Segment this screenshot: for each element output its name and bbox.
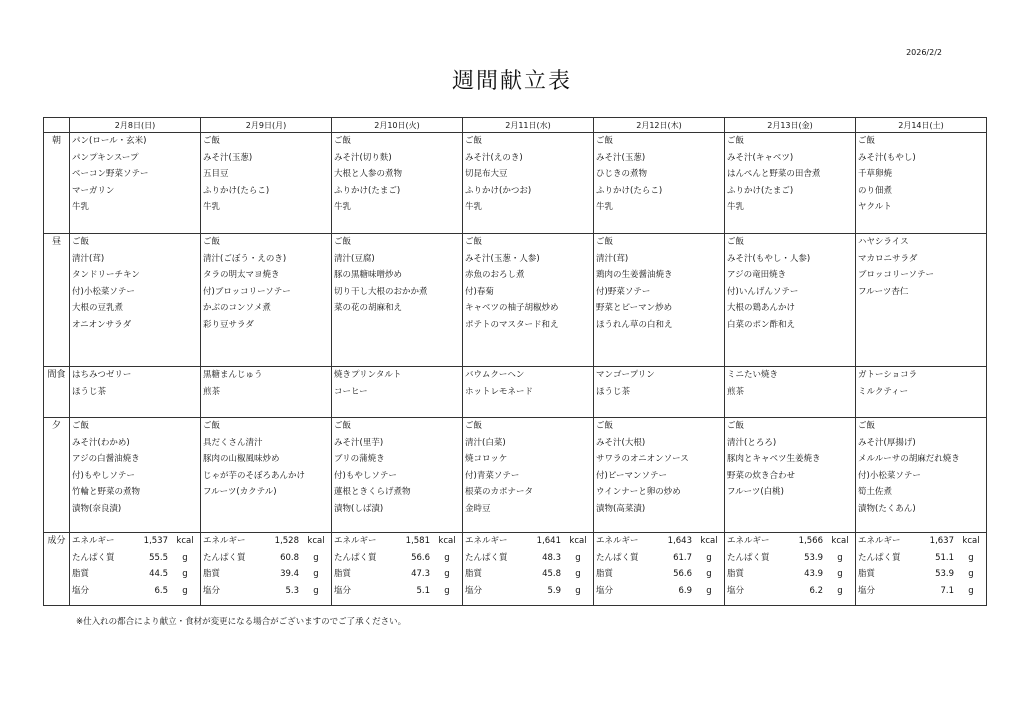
corner-cell: [44, 118, 70, 133]
nutrient-value: 56.6: [411, 552, 430, 563]
menu-item: ご飯: [334, 237, 352, 247]
menu-item: 清汁(白菜): [465, 437, 506, 448]
nutrition-line: [725, 550, 855, 567]
menu-item: 黒糖まんじゅう: [203, 370, 263, 380]
nutrient-value: 6.2: [809, 585, 823, 596]
day-header: 2月12日(木): [594, 118, 725, 133]
menu-item: 豚肉とキャベツ生姜焼き: [727, 454, 821, 464]
menu-item: バウムクーヘン: [465, 370, 525, 380]
menu-item: ヤクルト: [858, 202, 892, 212]
menu-item: はちみつゼリー: [72, 370, 132, 380]
menu-item: のり佃煮: [858, 185, 893, 196]
menu-item: みそ汁(玉葱・人参): [465, 253, 540, 264]
nutrient-value: 5.9: [547, 585, 561, 596]
nutrient-value: 6.9: [678, 585, 692, 596]
menu-item: タラの明太マヨ焼き: [203, 270, 280, 280]
nutrition-line: [856, 583, 986, 600]
menu-item: マンゴープリン: [596, 370, 655, 380]
weekly-menu-table: [43, 117, 987, 606]
breakfast-cell: [725, 133, 856, 234]
menu-item: 付)もやしソテー: [334, 470, 397, 481]
menu-item: ご飯: [465, 421, 483, 431]
menu-item: 清汁(豆腐): [334, 253, 375, 264]
snack-cell: [332, 367, 463, 418]
menu-item: 大根の豆乳煮: [72, 303, 124, 313]
menu-item: ブリの蒲焼き: [334, 454, 385, 464]
menu-item: ひじきの煮物: [596, 169, 648, 179]
nutrient-name: たんぱく質: [858, 552, 901, 563]
snack-row: [44, 367, 987, 418]
menu-item: キャベツの柚子胡椒炒め: [465, 303, 559, 313]
nutrient-name: たんぱく質: [334, 552, 377, 563]
nutrient-name: 塩分: [72, 585, 90, 596]
breakfast-cell: [856, 133, 987, 234]
nutrition-line: [463, 550, 593, 567]
menu-item: ご飯: [596, 237, 614, 247]
menu-item: みそ汁(厚揚げ): [858, 437, 916, 448]
nutrient-name: 塩分: [858, 585, 876, 596]
nutrition-line: [594, 583, 724, 600]
nutrient-unit: g: [182, 569, 188, 579]
print-date: 2026/2/2: [906, 48, 942, 57]
menu-item: ミルクティー: [858, 386, 909, 397]
lunch-cell: [594, 234, 725, 367]
nutrient-unit: g: [444, 569, 450, 579]
menu-item: 清汁(ごぼう・えのき): [203, 253, 287, 264]
dinner-label: 夕: [44, 418, 70, 533]
menu-item: ふりかけ(かつお): [465, 185, 532, 196]
menu-item: 豚の黒糖味噌炒め: [334, 270, 403, 280]
nutrition-line: [70, 533, 200, 550]
menu-item: 菜の花の胡麻和え: [334, 303, 403, 313]
menu-item: みそ汁(もやし・人参): [727, 253, 811, 264]
menu-item: 牛乳: [72, 202, 90, 212]
footer-note: ※仕入れの都合により献立・食材が変更になる場合がございますのでご了承ください。: [76, 617, 407, 627]
menu-item: 牛乳: [203, 202, 221, 212]
nutrient-unit: g: [444, 552, 450, 563]
nutrition-cell: [201, 533, 332, 606]
nutrient-unit: g: [575, 569, 581, 579]
nutrient-name: 脂質: [334, 569, 352, 579]
menu-item: 焼コロッケ: [465, 454, 508, 464]
nutrition-line: [856, 533, 986, 550]
menu-item: 付)ブロッコリーソテー: [203, 286, 291, 297]
nutrition-line: [201, 583, 331, 600]
menu-item: ふりかけ(たらこ): [203, 185, 270, 196]
menu-item: タンドリーチキン: [72, 270, 140, 280]
nutrient-value: 1,528: [274, 536, 299, 546]
menu-item: みそ汁(里芋): [334, 437, 384, 448]
menu-item: 切昆布大豆: [465, 169, 508, 179]
nutrient-unit: g: [706, 585, 712, 596]
menu-item: 煎茶: [727, 386, 745, 397]
nutrition-line: [70, 566, 200, 583]
nutrient-name: 脂質: [203, 569, 221, 579]
menu-item: みそ汁(キャベツ): [727, 152, 794, 163]
menu-item: ポテトのマスタード和え: [465, 319, 559, 330]
menu-item: ガトーショコラ: [858, 370, 918, 380]
menu-item: 漬物(奈良漬): [72, 503, 122, 514]
nutrient-value: 1,566: [798, 536, 823, 546]
menu-item: 竹輪と野菜の煮物: [72, 487, 141, 497]
menu-item: 牛乳: [334, 202, 352, 212]
nutrient-unit: kcal: [569, 536, 587, 546]
menu-item: みそ汁(えのき): [465, 152, 523, 163]
nutrient-name: エネルギー: [596, 536, 639, 546]
dinner-cell: [463, 418, 594, 533]
menu-item: 付)いんげんソテー: [727, 286, 799, 297]
nutrient-value: 61.7: [673, 552, 692, 563]
menu-item: 付)もやしソテー: [72, 470, 135, 481]
nutrient-unit: kcal: [831, 536, 849, 546]
nutrient-unit: g: [444, 585, 450, 596]
lunch-label: 昼: [44, 234, 70, 367]
menu-item: 付)青菜ソテー: [465, 470, 520, 481]
nutrition-line: [463, 533, 593, 550]
nutrient-unit: g: [313, 552, 319, 563]
dinner-cell: [856, 418, 987, 533]
nutrition-cell: [70, 533, 201, 606]
nutrient-value: 1,641: [536, 536, 561, 546]
menu-item: 漬物(たくあん): [858, 503, 916, 514]
nutrition-line: [725, 533, 855, 550]
lunch-row: [44, 234, 987, 367]
day-header: 2月11日(水): [463, 118, 594, 133]
nutrient-value: 1,643: [667, 536, 692, 546]
menu-item: ふりかけ(たらこ): [596, 185, 663, 196]
day-header: 2月13日(金): [725, 118, 856, 133]
menu-item: ウインナーと卵の炒め: [596, 487, 681, 497]
nutrition-cell: [725, 533, 856, 606]
lunch-cell: [725, 234, 856, 367]
menu-item: 付)小松菜ソテー: [72, 286, 135, 297]
nutrition-line: [856, 566, 986, 583]
nutrient-value: 53.9: [804, 552, 823, 563]
day-header: 2月10日(火): [332, 118, 463, 133]
menu-item: 野菜とピーマン炒め: [596, 303, 673, 313]
nutrition-line: [201, 550, 331, 567]
menu-item: ほうじ茶: [596, 386, 631, 397]
nutrient-unit: g: [968, 552, 974, 563]
nutrition-line: [332, 566, 462, 583]
menu-item: 五目豆: [203, 169, 229, 179]
nutrient-name: 塩分: [596, 585, 614, 596]
nutrient-unit: kcal: [176, 536, 194, 546]
nutrition-line: [463, 583, 593, 600]
snack-cell: [725, 367, 856, 418]
menu-item: 付)春菊: [465, 286, 494, 297]
menu-item: じゃが芋のそぼろあんかけ: [203, 470, 306, 481]
menu-item: みそ汁(玉葱): [203, 152, 253, 163]
nutrition-line: [332, 533, 462, 550]
nutrient-value: 45.8: [542, 569, 561, 579]
menu-item: みそ汁(切り麩): [334, 152, 392, 163]
menu-item: 牛乳: [465, 202, 483, 212]
menu-item: ほうじ茶: [72, 386, 107, 397]
menu-item: 付)ピーマンソテー: [596, 470, 667, 481]
menu-item: ご飯: [727, 421, 745, 431]
nutrient-name: 脂質: [727, 569, 745, 579]
nutrient-name: エネルギー: [858, 536, 901, 546]
nutrition-line: [725, 583, 855, 600]
nutrient-unit: g: [837, 569, 843, 579]
menu-item: 焼きプリンタルト: [334, 370, 402, 380]
nutrient-value: 51.1: [935, 552, 954, 563]
nutrient-name: 脂質: [465, 569, 483, 579]
menu-item: マーガリン: [72, 185, 115, 196]
nutrient-value: 55.5: [149, 552, 168, 563]
breakfast-row: [44, 133, 987, 234]
nutrient-value: 6.5: [154, 585, 168, 596]
menu-item: ご飯: [72, 237, 90, 247]
menu-item: ご飯: [334, 136, 352, 146]
nutrient-unit: g: [837, 552, 843, 563]
menu-item: 清汁(茸): [596, 253, 629, 264]
menu-item: 付)野菜ソテー: [596, 286, 651, 297]
menu-item: 赤魚のおろし煮: [465, 270, 525, 280]
nutrient-unit: kcal: [438, 536, 456, 546]
nutrient-name: たんぱく質: [203, 552, 246, 563]
menu-item: コーヒー: [334, 386, 368, 397]
menu-item: ご飯: [727, 136, 745, 146]
menu-item: みそ汁(もやし): [858, 152, 916, 163]
nutrition-row: [44, 533, 987, 606]
menu-item: ご飯: [334, 421, 352, 431]
dinner-cell: [70, 418, 201, 533]
page-title: 週間献立表: [451, 69, 572, 94]
nutrient-name: 塩分: [334, 585, 352, 596]
menu-item: みそ汁(玉葱): [596, 152, 646, 163]
nutrient-name: 脂質: [858, 569, 876, 579]
nutrient-name: 塩分: [203, 585, 221, 596]
menu-item: 千草卵焼: [858, 169, 893, 179]
nutrient-unit: g: [706, 552, 712, 563]
nutrition-line: [70, 550, 200, 567]
snack-cell: [201, 367, 332, 418]
dinner-cell: [332, 418, 463, 533]
nutrient-value: 5.3: [285, 585, 299, 596]
nutrient-value: 43.9: [804, 569, 823, 579]
menu-item: 彩り豆サラダ: [203, 319, 254, 330]
day-header: 2月9日(月): [201, 118, 332, 133]
menu-item: ご飯: [596, 421, 614, 431]
nutrient-unit: kcal: [307, 536, 325, 546]
menu-item: フルーツ杏仁: [858, 286, 909, 297]
menu-item: 清汁(とろろ): [727, 437, 777, 448]
menu-item: ご飯: [858, 136, 876, 146]
menu-item: 漬物(高菜漬): [596, 503, 646, 514]
menu-item: ふりかけ(たまご): [727, 185, 794, 196]
lunch-cell: [332, 234, 463, 367]
menu-item: みそ汁(わかめ): [72, 437, 130, 448]
nutrient-value: 39.4: [280, 569, 299, 579]
nutrient-value: 1,581: [405, 536, 430, 546]
snack-cell: [70, 367, 201, 418]
breakfast-cell: [332, 133, 463, 234]
menu-item: 野菜の炊き合わせ: [727, 470, 796, 481]
nutrition-line: [463, 566, 593, 583]
menu-item: フルーツ(白桃): [727, 487, 784, 497]
nutrition-line: [332, 583, 462, 600]
nutrient-unit: g: [313, 569, 319, 579]
snack-label: 間食: [44, 367, 70, 418]
nutrient-unit: g: [575, 585, 581, 596]
nutrient-name: たんぱく質: [727, 552, 770, 563]
nutrition-line: [594, 533, 724, 550]
nutrient-value: 1,537: [143, 536, 168, 546]
menu-item: ご飯: [72, 421, 90, 431]
lunch-cell: [856, 234, 987, 367]
menu-item: ご飯: [858, 421, 876, 431]
dinner-row: [44, 418, 987, 533]
menu-item: ふりかけ(たまご): [334, 185, 401, 196]
menu-item: ベーコン野菜ソテー: [72, 169, 149, 179]
breakfast-label: 朝: [44, 133, 70, 234]
lunch-cell: [201, 234, 332, 367]
nutrient-name: たんぱく質: [465, 552, 508, 563]
nutrient-name: エネルギー: [72, 536, 115, 546]
nutrient-value: 7.1: [940, 585, 954, 596]
dinner-cell: [594, 418, 725, 533]
snack-cell: [856, 367, 987, 418]
menu-item: ご飯: [596, 136, 614, 146]
menu-item: ご飯: [203, 421, 221, 431]
nutrient-unit: kcal: [962, 536, 980, 546]
menu-item: 牛乳: [727, 202, 745, 212]
nutrient-unit: g: [313, 585, 319, 596]
dinner-cell: [201, 418, 332, 533]
nutrient-unit: g: [968, 569, 974, 579]
nutrition-line: [594, 566, 724, 583]
menu-item: 牛乳: [596, 202, 614, 212]
menu-item: 豚肉の山椒風味炒め: [203, 454, 280, 464]
nutrient-name: たんぱく質: [596, 552, 639, 563]
day-header: 2月8日(日): [70, 118, 201, 133]
menu-item: パン(ロール・玄米): [72, 136, 147, 146]
menu-item: 大根の鶏あんかけ: [727, 303, 796, 313]
menu-item: 鶏肉の生姜醤油焼き: [596, 270, 673, 280]
nutrient-unit: g: [575, 552, 581, 563]
nutrition-line: [856, 550, 986, 567]
nutrient-name: 脂質: [596, 569, 614, 579]
menu-item: フルーツ(カクテル): [203, 487, 277, 497]
menu-item: 具だくさん清汁: [203, 437, 263, 448]
menu-item: ご飯: [465, 136, 483, 146]
lunch-cell: [70, 234, 201, 367]
nutrition-line: [201, 533, 331, 550]
menu-item: 白菜のポン酢和え: [727, 319, 796, 330]
nutrient-name: 塩分: [727, 585, 745, 596]
menu-item: 付)小松菜ソテー: [858, 470, 921, 481]
nutrition-cell: [856, 533, 987, 606]
nutrition-cell: [463, 533, 594, 606]
lunch-cell: [463, 234, 594, 367]
menu-item: ご飯: [727, 237, 745, 247]
menu-item: 煎茶: [203, 386, 221, 397]
breakfast-cell: [594, 133, 725, 234]
menu-item: ご飯: [203, 136, 221, 146]
nutrient-value: 1,637: [929, 536, 954, 546]
nutrient-name: 脂質: [72, 569, 90, 579]
breakfast-cell: [201, 133, 332, 234]
nutrient-name: エネルギー: [465, 536, 508, 546]
nutrient-value: 56.6: [673, 569, 692, 579]
menu-item: ブロッコリーソテー: [858, 270, 934, 280]
snack-cell: [594, 367, 725, 418]
nutrient-value: 44.5: [149, 569, 168, 579]
nutrient-name: たんぱく質: [72, 552, 115, 563]
nutrient-value: 47.3: [411, 569, 430, 579]
menu-item: ミニたい焼き: [727, 370, 779, 380]
menu-item: マカロニサラダ: [858, 253, 918, 264]
day-header: 2月14日(土): [856, 118, 987, 133]
menu-item: アジの白醤油焼き: [72, 454, 140, 464]
nutrition-cell: [594, 533, 725, 606]
menu-item: パンプキンスープ: [72, 152, 139, 163]
nutrient-value: 60.8: [280, 552, 299, 563]
menu-item: みそ汁(大根): [596, 437, 646, 448]
nutrient-unit: g: [182, 552, 188, 563]
nutrition-line: [70, 583, 200, 600]
menu-item: 蓮根ときくらげ煮物: [334, 487, 411, 497]
menu-item: 切り干し大根のおかか煮: [334, 286, 428, 297]
nutrition-line: [594, 550, 724, 567]
nutrient-unit: g: [182, 585, 188, 596]
nutrient-unit: g: [837, 585, 843, 596]
nutrient-name: エネルギー: [727, 536, 770, 546]
menu-item: メルルーサの胡麻だれ焼き: [858, 454, 960, 464]
nutrient-unit: g: [968, 585, 974, 596]
menu-item: ご飯: [465, 237, 483, 247]
nutrient-unit: g: [706, 569, 712, 579]
menu-item: 筍土佐煮: [858, 487, 893, 497]
menu-item: 根菜のカポナータ: [465, 487, 534, 497]
nutrient-name: 塩分: [465, 585, 483, 596]
breakfast-cell: [70, 133, 201, 234]
menu-item: ハヤシライス: [858, 237, 909, 247]
menu-item: アジの竜田焼き: [727, 270, 787, 280]
snack-cell: [463, 367, 594, 418]
menu-item: 漬物(しば漬): [334, 503, 384, 514]
menu-item: オニオンサラダ: [72, 319, 132, 330]
nutrition-line: [332, 550, 462, 567]
nutrient-unit: kcal: [700, 536, 718, 546]
nutrient-value: 48.3: [542, 552, 561, 563]
menu-item: 金時豆: [465, 503, 491, 514]
menu-item: はんぺんと野菜の田舎煮: [727, 169, 821, 179]
nutrient-name: エネルギー: [334, 536, 377, 546]
nutrient-value: 53.9: [935, 569, 954, 579]
menu-item: 大根と人参の煮物: [334, 169, 403, 179]
nutrition-line: [725, 566, 855, 583]
menu-item: ほうれん草の白和え: [596, 319, 673, 330]
header-row: [44, 118, 987, 133]
menu-item: かぶのコンソメ煮: [203, 303, 271, 313]
nutrient-name: エネルギー: [203, 536, 246, 546]
menu-item: サワラのオニオンソース: [596, 454, 689, 464]
dinner-cell: [725, 418, 856, 533]
nutrient-value: 5.1: [416, 585, 430, 596]
menu-item: 清汁(茸): [72, 253, 105, 264]
breakfast-cell: [463, 133, 594, 234]
menu-item: ホットレモネード: [465, 386, 534, 397]
nutrition-line: [201, 566, 331, 583]
menu-item: ご飯: [203, 237, 221, 247]
nutrition-label: 成分: [44, 533, 70, 606]
nutrition-cell: [332, 533, 463, 606]
